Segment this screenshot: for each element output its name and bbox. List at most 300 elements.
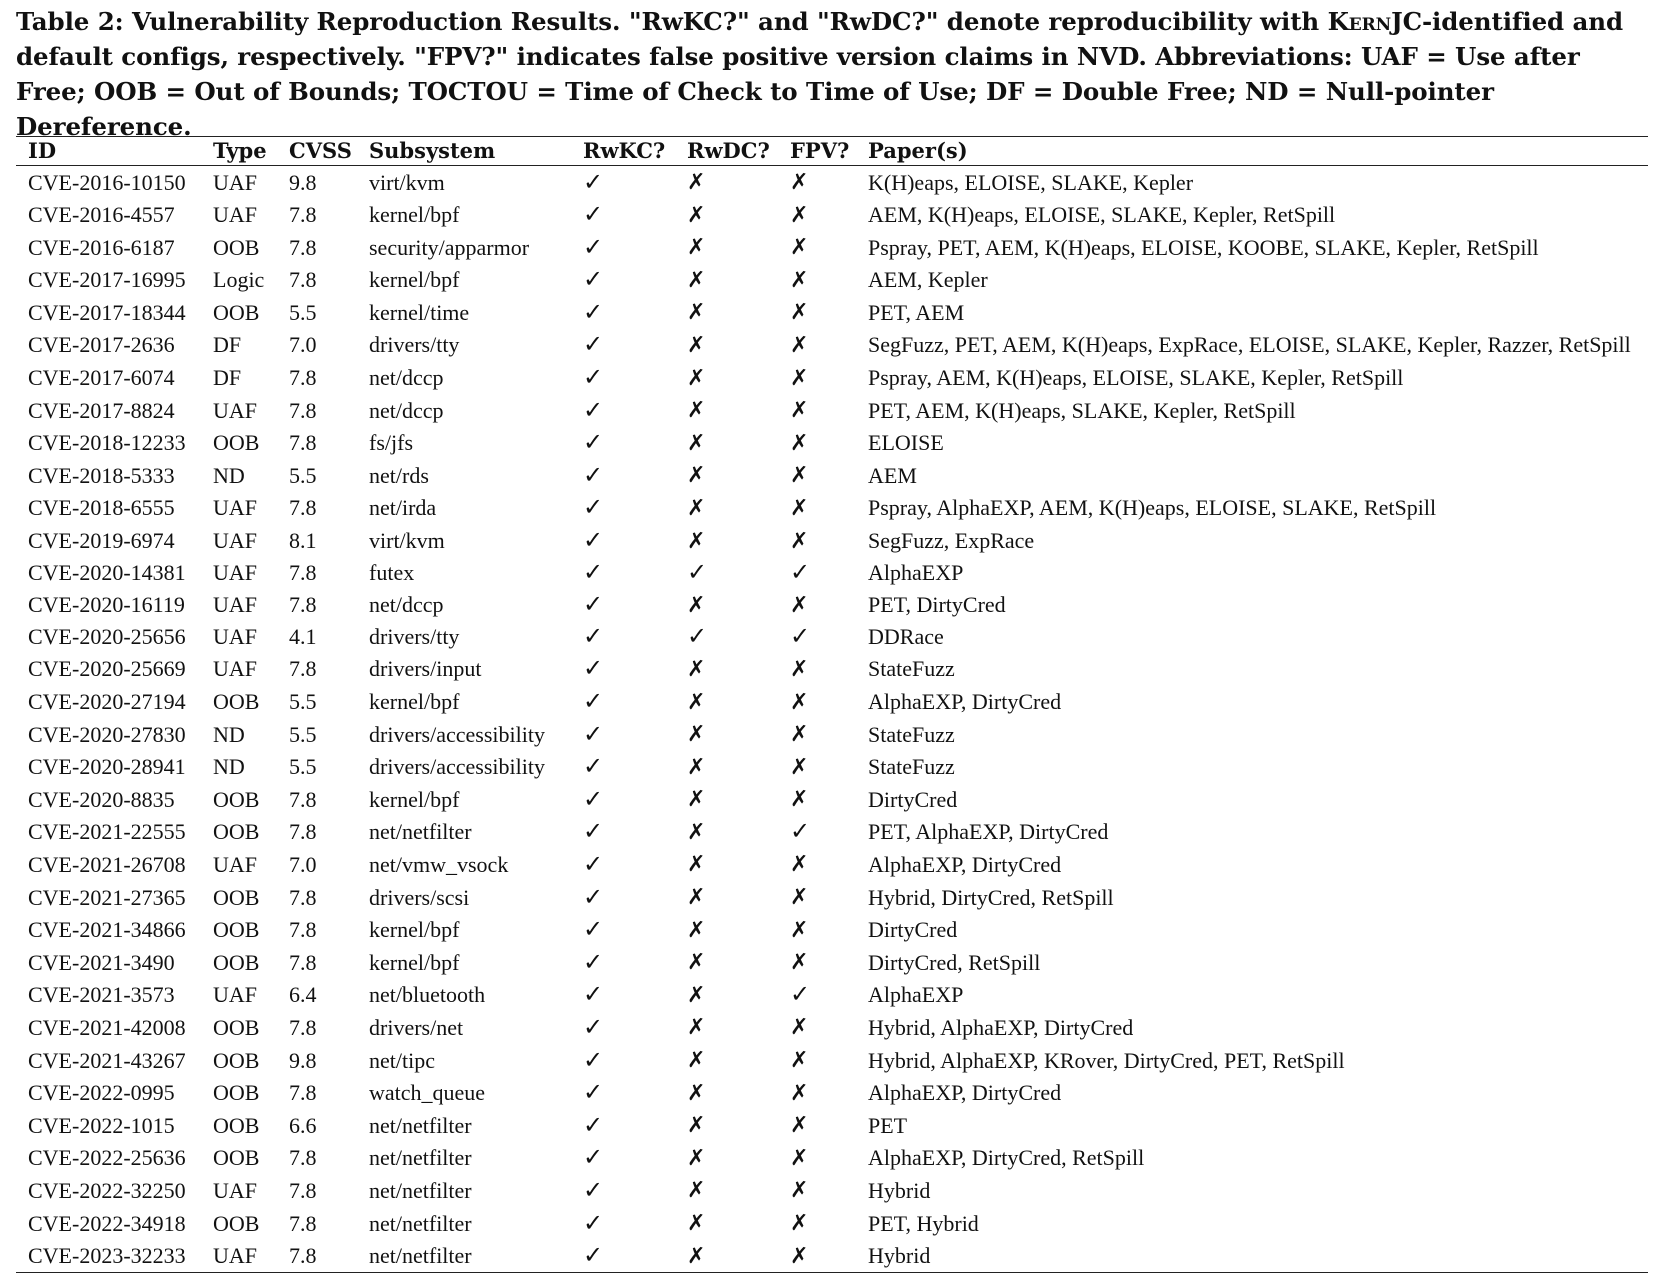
cell-rwkc-mark (571, 783, 675, 816)
cell-type: UAF (213, 560, 258, 586)
cell-cvss: 6.4 (289, 982, 317, 1008)
cell-rwdc-mark (675, 653, 778, 686)
cell-subsystem: drivers/net (369, 1014, 464, 1040)
cell-rwdc-mark (675, 459, 778, 492)
cross-mark-icon: ✗ (790, 528, 809, 554)
cell-cvss: 7.8 (289, 430, 317, 456)
cell-rwkc-mark (571, 621, 675, 653)
check-mark-icon: ✓ (790, 980, 811, 1009)
check-mark-icon: ✓ (583, 167, 604, 196)
cell-fpv-mark (778, 686, 856, 719)
cell-rwkc-mark (571, 231, 675, 264)
cell-fpv-mark (778, 525, 856, 558)
cell-papers: Hybrid (868, 1177, 931, 1203)
cell-fpv-mark (778, 1077, 856, 1110)
cell-cvss: 9.8 (289, 169, 317, 195)
cell-papers: AEM, Kepler (868, 267, 988, 293)
cell-rwdc-mark (675, 848, 778, 881)
cell-papers: ELOISE (868, 430, 944, 456)
check-mark-icon: ✓ (583, 784, 604, 813)
table-row (16, 979, 1648, 1012)
cross-mark-icon: ✗ (687, 1178, 706, 1204)
cell-subsystem: drivers/accessibility (369, 721, 545, 747)
cell-rwdc-mark (675, 589, 778, 622)
cell-cvss: 7.8 (289, 592, 317, 618)
cell-papers: PET, AEM (868, 299, 965, 325)
cross-mark-icon: ✗ (687, 656, 706, 682)
cell-rwkc-mark (571, 264, 675, 297)
cell-subsystem: drivers/scsi (369, 884, 470, 910)
check-mark-icon: ✓ (790, 817, 811, 846)
cross-mark-icon: ✗ (687, 787, 706, 813)
cell-papers: SegFuzz, ExpRace (868, 528, 1035, 554)
check-mark-icon: ✓ (583, 1045, 604, 1074)
cross-mark-icon: ✗ (687, 852, 706, 878)
cell-rwdc-mark (675, 362, 778, 395)
cell-id: CVE-2020-16119 (28, 592, 185, 618)
cell-type: OOB (213, 1014, 260, 1040)
table-row (16, 427, 1648, 460)
cross-mark-icon: ✗ (687, 1015, 706, 1041)
cell-papers: StateFuzz (868, 721, 955, 747)
cell-subsystem: kernel/bpf (369, 689, 460, 714)
check-mark-icon: ✓ (583, 363, 604, 392)
cross-mark-icon: ✗ (790, 1113, 809, 1139)
cell-fpv-mark (778, 783, 856, 816)
cell-rwkc-mark (571, 459, 675, 492)
cross-mark-icon: ✗ (790, 1178, 809, 1204)
cell-id: CVE-2019-6974 (28, 528, 175, 554)
check-mark-icon: ✓ (583, 752, 604, 781)
cell-fpv-mark (778, 589, 856, 622)
cross-mark-icon: ✗ (687, 430, 706, 456)
table-caption (16, 4, 1641, 144)
cell-type: UAF (213, 624, 258, 650)
cross-mark-icon: ✗ (790, 689, 809, 715)
cell-rwkc-mark (571, 979, 675, 1012)
cell-cvss: 7.8 (289, 365, 317, 391)
check-mark-icon: ✓ (583, 297, 604, 326)
cross-mark-icon: ✗ (687, 1211, 706, 1236)
cell-type: OOB (213, 819, 260, 845)
cell-type: DF (213, 365, 242, 391)
cell-papers: Hybrid, AlphaEXP, DirtyCred (868, 1014, 1134, 1040)
cross-mark-icon: ✗ (790, 365, 809, 391)
check-mark-icon: ✓ (583, 265, 604, 294)
cell-papers: PET, AEM, K(H)eaps, SLAKE, Kepler, RetSpill (868, 397, 1296, 423)
cell-fpv-mark (778, 751, 856, 784)
check-mark-icon: ✓ (583, 687, 604, 715)
cell-rwdc-mark (675, 1240, 778, 1273)
cell-id: CVE-2020-25669 (28, 656, 186, 682)
cross-mark-icon: ✗ (687, 332, 706, 358)
cell-type: UAF (213, 397, 258, 423)
cell-rwdc-mark (675, 1011, 778, 1044)
cell-type: ND (213, 462, 245, 488)
cell-papers: AlphaEXP, DirtyCred, RetSpill (868, 1145, 1145, 1171)
cell-papers: PET, DirtyCred (868, 592, 1006, 618)
cell-papers: Hybrid, AlphaEXP, KRover, DirtyCred, PET, RetSpill (868, 1047, 1345, 1073)
cell-cvss: 7.8 (289, 1177, 317, 1203)
cell-rwkc-mark (571, 1044, 675, 1077)
table-row (16, 751, 1648, 784)
cell-rwdc-mark (675, 1044, 778, 1077)
table-row (16, 1044, 1648, 1077)
cross-mark-icon: ✗ (790, 950, 809, 976)
caption-text-part1: Vulnerability Reproduction Results. "RwKC?" and "RwDC?" denote reproducibility with (123, 7, 1328, 36)
check-mark-icon: ✓ (790, 558, 811, 587)
cell-fpv-mark (778, 264, 856, 297)
cell-fpv-mark (778, 848, 856, 881)
cell-cvss: 7.8 (289, 917, 317, 943)
cell-id: CVE-2022-34918 (28, 1210, 186, 1236)
cell-id: CVE-2021-22555 (28, 819, 186, 845)
cell-fpv-mark (778, 296, 856, 329)
cross-mark-icon: ✗ (687, 982, 706, 1008)
cell-cvss: 5.5 (289, 462, 317, 488)
cell-type: ND (213, 754, 245, 780)
cell-id: CVE-2021-27365 (28, 884, 186, 910)
cell-cvss: 5.5 (289, 721, 317, 747)
cell-fpv-mark (778, 492, 856, 525)
cross-mark-icon: ✗ (790, 495, 809, 521)
check-mark-icon: ✓ (583, 232, 604, 261)
cell-cvss: 7.8 (289, 1210, 317, 1236)
cell-fpv-mark (778, 1174, 856, 1207)
table-row (16, 525, 1648, 558)
cell-type: OOB (213, 1145, 260, 1171)
cell-cvss: 5.5 (289, 689, 317, 714)
cross-mark-icon: ✗ (790, 754, 809, 780)
table-row (16, 199, 1648, 232)
cell-rwkc-mark (571, 1077, 675, 1110)
cross-mark-icon: ✗ (687, 885, 706, 911)
cell-id: CVE-2017-2636 (28, 332, 175, 358)
cell-subsystem: net/netfilter (369, 1145, 472, 1171)
check-mark-icon: ✓ (583, 849, 604, 878)
check-mark-icon: ✓ (583, 1241, 604, 1270)
caption-label: Table 2: (16, 7, 124, 36)
cell-rwkc-mark (571, 1011, 675, 1044)
cell-papers: AlphaEXP, DirtyCred (868, 1080, 1062, 1106)
cell-id: CVE-2018-5333 (28, 462, 175, 488)
cell-rwkc-mark (571, 1207, 675, 1240)
cell-fpv-mark (778, 946, 856, 979)
cell-id: CVE-2016-4557 (28, 202, 175, 228)
check-mark-icon: ✓ (583, 590, 604, 619)
cell-papers: AEM, K(H)eaps, ELOISE, SLAKE, Kepler, RetSpill (868, 202, 1336, 228)
check-mark-icon: ✓ (583, 947, 604, 976)
check-mark-icon: ✓ (583, 428, 604, 457)
cross-mark-icon: ✗ (687, 463, 706, 489)
cell-id: CVE-2017-18344 (28, 299, 186, 325)
cell-cvss: 8.1 (289, 528, 317, 554)
cell-rwkc-mark (571, 329, 675, 362)
cell-papers: PET, AlphaEXP, DirtyCred (868, 819, 1109, 845)
cell-type: OOB (213, 786, 260, 812)
check-mark-icon: ✓ (583, 558, 604, 587)
table-row (16, 589, 1648, 622)
cross-mark-icon: ✗ (790, 463, 809, 489)
cross-mark-icon: ✗ (790, 202, 809, 228)
cell-id: CVE-2020-28941 (28, 754, 186, 780)
cell-cvss: 7.0 (289, 851, 317, 877)
column-header-rwkc: RwKC? (571, 137, 675, 166)
cell-cvss: 7.8 (289, 786, 317, 812)
check-mark-icon: ✓ (687, 558, 708, 587)
cell-papers: PET (868, 1112, 908, 1138)
cell-subsystem: virt/kvm (369, 169, 445, 195)
cell-fpv-mark (778, 1207, 856, 1240)
cell-rwdc-mark (675, 621, 778, 653)
cell-cvss: 5.5 (289, 299, 317, 325)
cross-mark-icon: ✗ (687, 819, 706, 845)
check-mark-icon: ✓ (790, 622, 811, 651)
cell-fpv-mark (778, 979, 856, 1012)
cross-mark-icon: ✗ (790, 1048, 809, 1074)
cell-subsystem: fs/jfs (369, 430, 413, 456)
cell-fpv-mark (778, 199, 856, 232)
cell-subsystem: net/dccp (369, 365, 444, 391)
cell-cvss: 6.6 (289, 1112, 317, 1138)
vulnerability-results-table (16, 136, 1648, 1273)
column-header-id: ID (16, 137, 201, 166)
cell-subsystem: net/netfilter (369, 1210, 472, 1236)
cell-type: OOB (213, 1210, 260, 1236)
cell-cvss: 7.8 (289, 949, 317, 975)
table-row (16, 231, 1648, 264)
cell-papers: DirtyCred (868, 786, 958, 812)
cell-papers: DirtyCred, RetSpill (868, 949, 1041, 975)
check-mark-icon: ✓ (583, 719, 604, 748)
cell-rwdc-mark (675, 718, 778, 751)
cell-type: OOB (213, 884, 260, 910)
table-row (16, 783, 1648, 816)
cell-fpv-mark (778, 557, 856, 589)
cell-rwkc-mark (571, 653, 675, 686)
cell-fpv-mark (778, 1240, 856, 1273)
cross-mark-icon: ✗ (687, 300, 706, 326)
cell-id: CVE-2017-8824 (28, 397, 175, 423)
table-row (16, 1240, 1648, 1273)
cell-rwdc-mark (675, 525, 778, 558)
column-header-rwdc: RwDC? (675, 137, 778, 166)
cell-rwdc-mark (675, 264, 778, 297)
cell-rwdc-mark (675, 427, 778, 460)
cell-rwkc-mark (571, 1142, 675, 1175)
cell-papers: Pspray, PET, AEM, K(H)eaps, ELOISE, KOOBE, SLAKE, Kepler, RetSpill (868, 234, 1539, 260)
cell-id: CVE-2020-14381 (28, 560, 186, 586)
cell-type: UAF (213, 1177, 258, 1203)
cell-subsystem: drivers/accessibility (369, 754, 545, 780)
cell-rwdc-mark (675, 394, 778, 427)
cell-cvss: 5.5 (289, 754, 317, 780)
cell-cvss: 7.8 (289, 1014, 317, 1040)
cell-fpv-mark (778, 166, 856, 199)
cell-rwkc-mark (571, 557, 675, 589)
cell-papers: DirtyCred (868, 917, 958, 943)
cross-mark-icon: ✗ (790, 1080, 809, 1106)
cell-rwdc-mark (675, 1142, 778, 1175)
cell-cvss: 7.8 (289, 1080, 317, 1106)
cell-rwkc-mark (571, 296, 675, 329)
cell-type: ND (213, 721, 245, 747)
cell-rwdc-mark (675, 914, 778, 947)
cell-type: UAF (213, 528, 258, 554)
cross-mark-icon: ✗ (790, 917, 809, 943)
cell-rwkc-mark (571, 492, 675, 525)
cell-papers: K(H)eaps, ELOISE, SLAKE, Kepler (868, 169, 1194, 195)
check-mark-icon: ✓ (583, 622, 604, 651)
cell-id: CVE-2021-34866 (28, 917, 186, 943)
check-mark-icon: ✓ (583, 330, 604, 359)
table-row (16, 881, 1648, 914)
cell-type: OOB (213, 949, 260, 975)
table-row (16, 1077, 1648, 1110)
cell-papers: PET, Hybrid (868, 1210, 979, 1236)
table-row (16, 946, 1648, 979)
cell-type: OOB (213, 917, 260, 943)
cell-subsystem: security/apparmor (369, 234, 530, 260)
check-mark-icon: ✓ (583, 1078, 604, 1107)
cell-rwkc-mark (571, 816, 675, 849)
cell-rwkc-mark (571, 589, 675, 622)
cell-type: UAF (201, 1240, 277, 1273)
cell-subsystem: kernel/bpf (369, 267, 460, 293)
cell-subsystem: net/bluetooth (369, 982, 486, 1008)
column-header-cvss: CVSS (277, 137, 357, 166)
cell-id: CVE-2017-6074 (28, 365, 175, 391)
cross-mark-icon: ✗ (790, 332, 809, 358)
cell-type: UAF (213, 202, 258, 228)
cell-papers: Pspray, AlphaEXP, AEM, K(H)eaps, ELOISE, SLAKE, RetSpill (868, 495, 1437, 521)
cell-subsystem: kernel/bpf (369, 786, 460, 812)
table-row (16, 914, 1648, 947)
cross-mark-icon: ✗ (687, 1145, 706, 1171)
check-mark-icon: ✓ (583, 1110, 604, 1139)
check-mark-icon: ✓ (583, 980, 604, 1009)
table-row (16, 329, 1648, 362)
cell-subsystem: drivers/tty (369, 624, 460, 650)
table-header-row (16, 137, 1648, 166)
cell-id: CVE-2016-10150 (28, 169, 186, 195)
cell-type: OOB (213, 299, 260, 325)
cell-id: CVE-2016-6187 (28, 234, 175, 260)
cell-rwdc-mark (675, 751, 778, 784)
cross-mark-icon: ✗ (790, 398, 809, 424)
cell-papers: SegFuzz, PET, AEM, K(H)eaps, ExpRace, ELOISE, SLAKE, Kepler, Razzer, RetSpill (868, 332, 1631, 358)
caption-text-part2: JC-identified and default configs, respectively. "FPV?" indicates false positive version claims in NVD. Abbreviations: UAF = Use after Free; OOB = Out of Bounds; TOCTOU = Time of Check to Time of Use; DF = Double Free; ND = Null-pointer Dereference. (16, 7, 1624, 141)
cell-id: CVE-2021-3490 (28, 949, 175, 975)
cross-mark-icon: ✗ (790, 885, 809, 911)
cell-subsystem: kernel/bpf (369, 202, 460, 228)
cross-mark-icon: ✗ (687, 1243, 706, 1269)
cell-rwkc-mark (571, 525, 675, 558)
table-body (16, 166, 1648, 1273)
cell-subsystem: virt/kvm (369, 528, 445, 554)
cell-type: OOB (213, 689, 260, 714)
cross-mark-icon: ✗ (687, 267, 706, 293)
cross-mark-icon: ✗ (687, 950, 706, 976)
cell-rwdc-mark (675, 166, 778, 199)
cell-type: OOB (213, 1112, 260, 1138)
cross-mark-icon: ✗ (790, 787, 809, 813)
check-mark-icon: ✓ (583, 882, 604, 911)
cell-type: UAF (213, 982, 258, 1008)
cell-type: DF (213, 332, 242, 358)
cell-cvss: 7.8 (289, 819, 317, 845)
cell-type: OOB (213, 1047, 260, 1073)
cell-id: CVE-2022-1015 (28, 1112, 175, 1138)
table-row (16, 1142, 1648, 1175)
cell-subsystem: net/netfilter (369, 1177, 472, 1203)
cell-id: CVE-2021-43267 (28, 1047, 186, 1073)
cell-id: CVE-2017-16995 (28, 267, 186, 293)
cell-rwkc-mark (571, 686, 675, 719)
cross-mark-icon: ✗ (687, 528, 706, 554)
cell-subsystem: futex (369, 560, 415, 586)
cell-type: UAF (213, 656, 258, 682)
table-row (16, 362, 1648, 395)
cell-fpv-mark (778, 816, 856, 849)
cross-mark-icon: ✗ (790, 1211, 809, 1236)
cell-type: OOB (213, 430, 260, 456)
cell-fpv-mark (778, 914, 856, 947)
cross-mark-icon: ✗ (687, 170, 706, 195)
cell-rwdc-mark (675, 296, 778, 329)
cell-cvss: 7.8 (289, 884, 317, 910)
cell-id: CVE-2018-6555 (28, 495, 175, 521)
cross-mark-icon: ✗ (687, 754, 706, 780)
cell-rwkc-mark (571, 718, 675, 751)
cell-id: CVE-2022-32250 (28, 1177, 186, 1203)
cell-fpv-mark (778, 881, 856, 914)
cell-fpv-mark (778, 329, 856, 362)
cell-subsystem: net/netfilter (369, 819, 472, 845)
cell-subsystem: watch_queue (369, 1080, 486, 1106)
cell-papers: AEM (868, 462, 917, 488)
check-mark-icon: ✓ (583, 200, 604, 229)
cell-subsystem: net/dccp (369, 397, 444, 423)
cross-mark-icon: ✗ (790, 722, 809, 748)
table-row (16, 1011, 1648, 1044)
table-row (16, 653, 1648, 686)
cell-cvss: 7.8 (289, 1145, 317, 1171)
cell-cvss: 7.8 (289, 202, 317, 228)
cell-id: CVE-2020-25656 (28, 624, 186, 650)
cell-rwdc-mark (675, 686, 778, 719)
cross-mark-icon: ✗ (790, 1145, 809, 1171)
check-mark-icon: ✓ (583, 654, 604, 683)
cell-papers: AlphaEXP, DirtyCred (868, 689, 1062, 714)
cell-subsystem: net/dccp (369, 592, 444, 618)
cross-mark-icon: ✗ (687, 1080, 706, 1106)
table-row (16, 296, 1648, 329)
cell-papers: DDRace (868, 624, 944, 650)
table-row (16, 621, 1648, 653)
cell-papers: Hybrid, DirtyCred, RetSpill (868, 884, 1114, 910)
table-row (16, 1207, 1648, 1240)
cell-type: UAF (213, 592, 258, 618)
cell-papers: StateFuzz (868, 754, 955, 780)
cross-mark-icon: ✗ (687, 689, 706, 715)
cell-subsystem: kernel/bpf (369, 917, 460, 943)
cell-papers: Hybrid (856, 1240, 1648, 1273)
table-row (16, 848, 1648, 881)
table-row (16, 816, 1648, 849)
cell-rwkc-mark (571, 1240, 675, 1273)
cell-cvss: 7.0 (289, 332, 317, 358)
